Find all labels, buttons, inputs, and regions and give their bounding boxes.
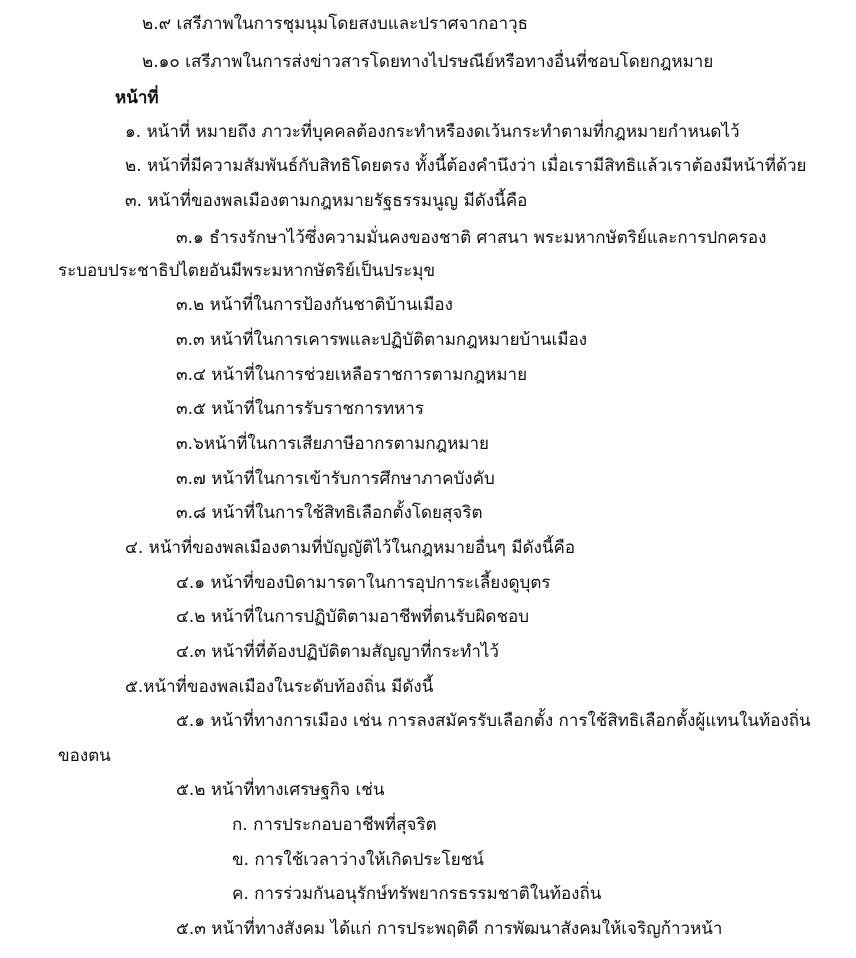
text-line-3-1: ๓.๑ ธำรงรักษาไว้ซึ่งความมั่นคงของชาติ ศาสนา พระมหากษัตริย์และการปกครอง [176, 228, 767, 248]
text-line-3-7: ๓.๗ หน้าที่ในการเข้ารับการศึกษาภาคบังคับ [176, 469, 495, 489]
text-line-4-3: ๔.๓ หน้าที่ที่ต้องปฏิบัติตามสัญญาที่กระทำไว้ [176, 642, 499, 662]
text-line-3-4: ๓.๔ หน้าที่ในการช่วยเหลือราชการตามกฎหมาย [176, 365, 528, 385]
text-line-5-2: ๕.๒ หน้าที่ทางเศรษฐกิจ เช่น [176, 780, 385, 800]
text-line-5-2-b: ข. การใช้เวลาว่างให้เกิดประโยชน์ [232, 850, 484, 870]
text-line-3-8: ๓.๘ หน้าที่ในการใช้สิทธิเลือกตั้งโดยสุจริต [176, 503, 483, 523]
text-line-5-2-c: ค. การร่วมกันอนุรักษ์ทรัพยากรธรรมชาติในท้องถิ่น [232, 884, 602, 904]
text-line-4: ๔. หน้าที่ของพลเมืองตามที่บัญญัติไว้ในกฎหมายอื่นๆ มีดังนี้คือ [125, 538, 576, 558]
text-line-5-2-a: ก. การประกอบอาชีพที่สุจริต [232, 815, 437, 835]
section-heading-duties: หน้าที่ [115, 88, 159, 108]
text-line-3: ๓. หน้าที่ของพลเมืองตามกฎหมายรัฐธรรมนูญ มีดังนี้คือ [125, 191, 528, 211]
text-line-4-2: ๔.๒ หน้าที่ในการปฏิบัติตามอาชีพที่ตนรับผิดชอบ [176, 607, 530, 627]
text-line-1: ๑. หน้าที่ หมายถึง ภาวะที่บุคคลต้องกระทำหรืองดเว้นกระทำตามที่กฎหมายกำหนดไว้ [125, 122, 740, 142]
text-line-5-3: ๕.๓ หน้าที่ทางสังคม ได้แก่ การประพฤติดี การพัฒนาสังคมให้เจริญก้าวหน้า [176, 919, 723, 939]
text-line-5: ๕.หน้าที่ของพลเมืองในระดับท้องถิ่น มีดังนี้ [125, 677, 434, 697]
text-line-3-2: ๓.๒ หน้าที่ในการป้องกันชาติบ้านเมือง [176, 295, 453, 315]
text-line-3-1-cont: ระบอบประชาธิปไตยอันมีพระมหากษัตริย์เป็นประมุข [58, 261, 436, 281]
text-line-3-6: ๓.๖หน้าที่ในการเสียภาษีอากรตามกฎหมาย [176, 434, 489, 454]
text-line-4-1: ๔.๑ หน้าที่ของบิดามารดาในการอุปการะเลี้ยงดูบุตร [176, 573, 551, 593]
text-line-5-1: ๕.๑ หน้าที่ทางการเมือง เช่น การลงสมัครรับเลือกตั้ง การใช้สิทธิเลือกตั้งผู้แทนในท้องถิ่น [176, 711, 811, 731]
text-line-5-1-cont: ของตน [58, 746, 111, 766]
text-line-3-3: ๓.๓ หน้าที่ในการเคารพและปฏิบัติตามกฎหมายบ้านเมือง [176, 330, 588, 350]
text-line-2-9: ๒.๙ เสรีภาพในการชุมนุมโดยสงบและปราศจากอาวุธ [142, 14, 529, 34]
text-line-2: ๒. หน้าที่มีความสัมพันธ์กับสิทธิโดยตรง ทั้งนี้ต้องคำนึงว่า เมื่อเรามีสิทธิแล้วเราต้องมีหน้าที่ด้วย [125, 156, 807, 176]
text-line-3-5: ๓.๕ หน้าที่ในการรับราชการทหาร [176, 399, 424, 419]
text-line-2-10: ๒.๑๐ เสรีภาพในการส่งข่าวสารโดยทางไปรษณีย์หรือทางอื่นที่ชอบโดยกฎหมาย [142, 52, 714, 72]
